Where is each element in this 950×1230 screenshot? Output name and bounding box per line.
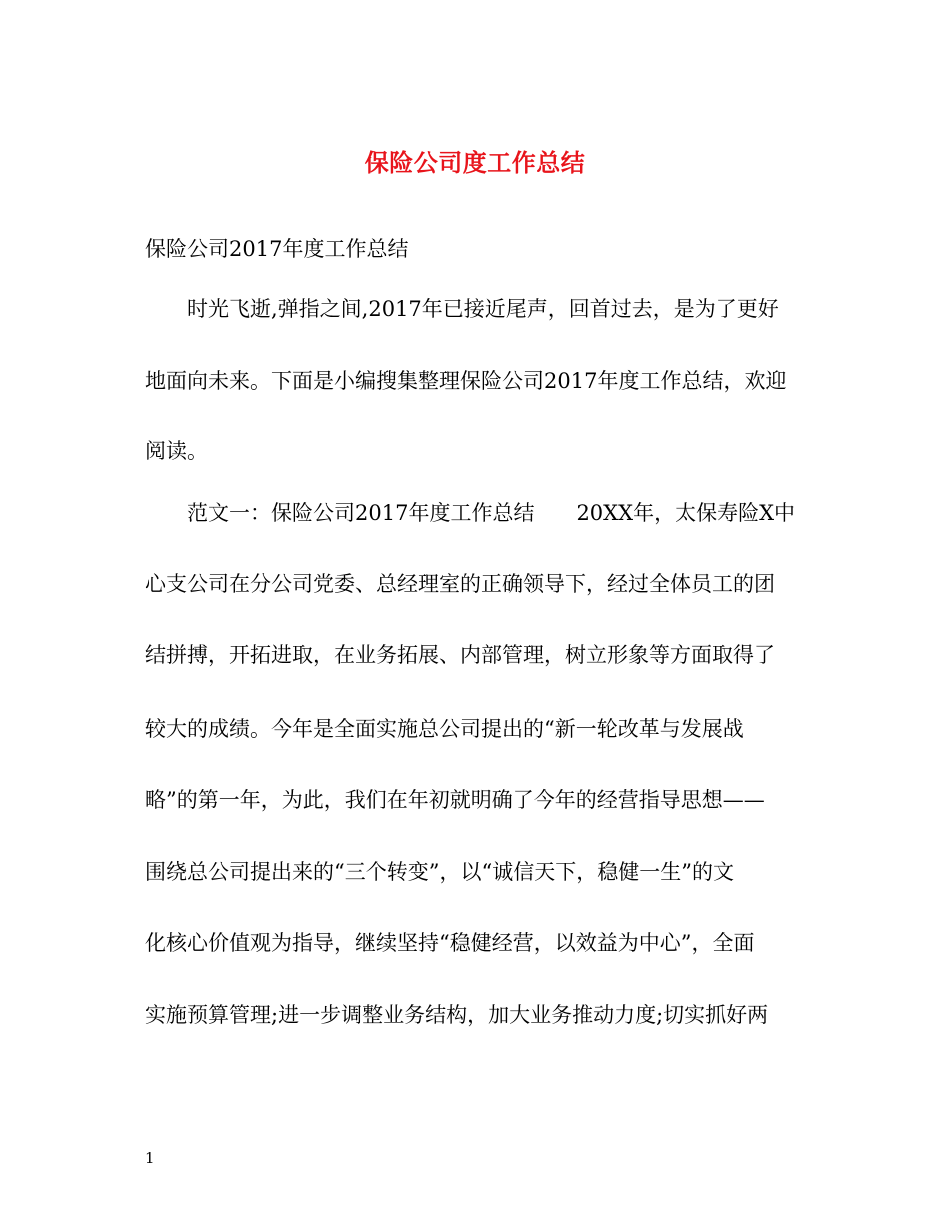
body-line: 阅读。 — [145, 439, 208, 463]
body-line: 心支公司在分公司党委、总经理室的正确领导下，经过全体员工的团 — [145, 572, 775, 596]
body-line: 时光飞逝,弹指之间,2017年已接近尾声，回首过去，是为了更好 — [145, 297, 779, 321]
body-line: 范文一：保险公司2017年度工作总结 20XX年，太保寿险X中 — [145, 501, 796, 525]
body-line: 较大的成绩。今年是全面实施总公司提出的“新一轮改革与发展战 — [145, 717, 744, 741]
body-line: 围绕总公司提出来的“三个转变”，以“诚信天下，稳健一生”的文 — [145, 860, 734, 884]
body-line: 结拼搏，开拓进取，在业务拓展、内部管理，树立形象等方面取得了 — [145, 643, 775, 667]
document-title: 保险公司度工作总结 — [364, 148, 586, 177]
body-line: 略”的第一年，为此，我们在年初就明确了今年的经营指导思想—— — [145, 788, 765, 812]
body-line: 化核心价值观为指导，继续坚持“稳健经营，以效益为中心”，全面 — [145, 931, 755, 955]
body-line: 地面向未来。下面是小编搜集整理保险公司2017年度工作总结，欢迎 — [145, 369, 787, 393]
body-line: 实施预算管理;进一步调整业务结构，加大业务推动力度;切实抓好两 — [145, 1003, 769, 1027]
page-number: 1 — [145, 1149, 155, 1167]
subtitle-line: 保险公司2017年度工作总结 — [145, 237, 409, 261]
